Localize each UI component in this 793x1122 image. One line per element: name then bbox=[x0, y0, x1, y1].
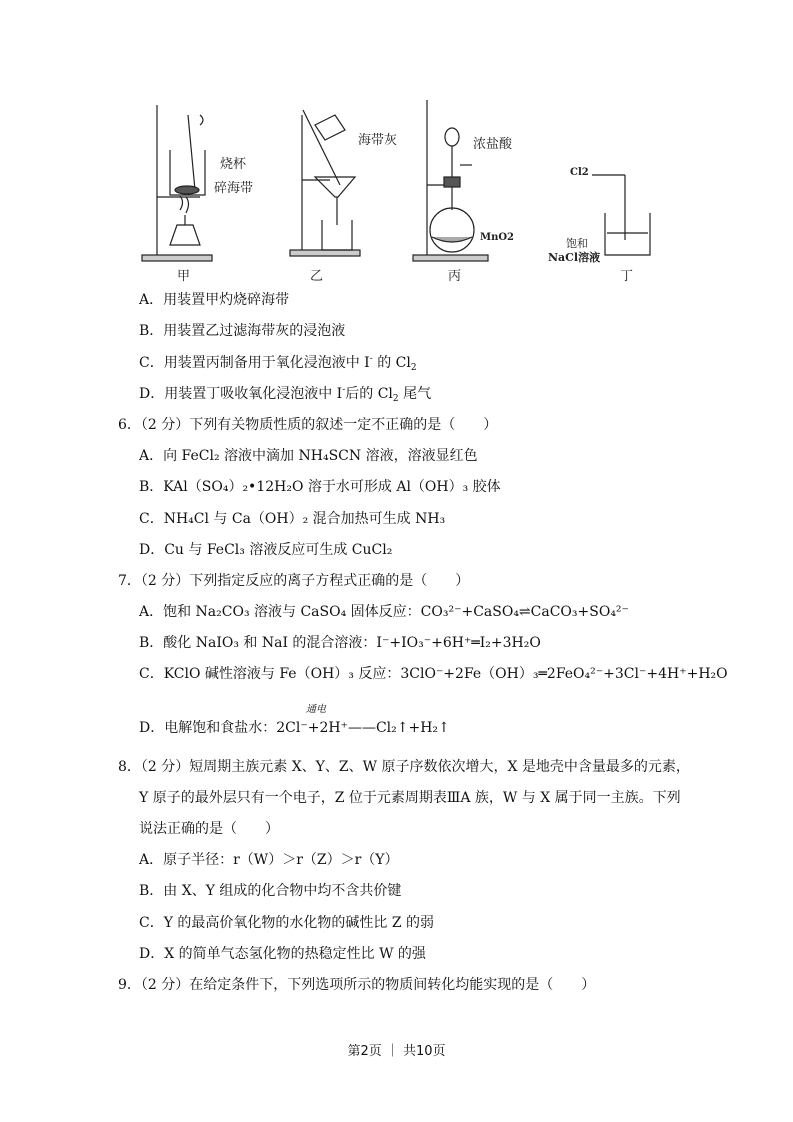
q6-option-d: D．Cu 与 FeCl₃ 溶液反应可生成 CuCl₂ bbox=[139, 542, 393, 558]
q5-option-c bbox=[139, 353, 417, 373]
q8-option-c: C．Y 的最高价氧化物的水化物的碱性比 Z 的弱 bbox=[139, 915, 435, 931]
q6-stem: 6．（2 分）下列有关物质性质的叙述一定不正确的是（ ） bbox=[118, 417, 498, 433]
q8-stem-line1: 8．（2 分）短周期主族元素 X、Y、Z、W 原子序数依次增大，X 是地壳中含量最多的元素， bbox=[118, 759, 690, 775]
q5-d-mid: 后的 Cl bbox=[345, 386, 393, 402]
q7-option-c: C．KClO 碱性溶液与 Fe（OH）₃ 反应：3ClO⁻+2Fe（OH）₃═2FeO₄²⁻+3Cl⁻+4H⁺+H₂O bbox=[139, 666, 728, 682]
q5-option-a: A．用装置甲灼烧碎海带 bbox=[139, 292, 290, 308]
q5-option-d bbox=[139, 384, 431, 404]
q6-option-b: B．KAl（SO₄）₂•12H₂O 溶于水可形成 Al（OH）₃ 胶体 bbox=[139, 479, 501, 495]
q7-stem: 7．（2 分）下列指定反应的离子方程式正确的是（ ） bbox=[118, 573, 470, 589]
label-nacl-solution: NaCl溶液 bbox=[548, 251, 601, 264]
q5-d-prefix: D．用装置丁吸收氧化浸泡液中 I bbox=[139, 386, 343, 402]
q5-c-sub: 2 bbox=[410, 363, 417, 373]
q5-c-prefix: C．用装置丙制备用于氧化浸泡液中 I bbox=[139, 355, 370, 371]
q6-option-c: C．NH₄Cl 与 Ca（OH）₂ 混合加热可生成 NH₃ bbox=[139, 511, 446, 527]
q8-option-b: B．由 X、Y 组成的化合物中均不含共价键 bbox=[139, 883, 402, 899]
q9-stem: 9．（2 分）在给定条件下，下列选项所示的物质间转化均能实现的是（ ） bbox=[118, 977, 596, 993]
q5-c-mid: 的 Cl bbox=[372, 355, 411, 371]
q5-c-sup: - bbox=[369, 354, 373, 364]
label-mno2: MnO2 bbox=[480, 232, 515, 243]
q7-d-condition: 通电 bbox=[306, 704, 326, 715]
q5-d-sub: 2 bbox=[392, 394, 399, 404]
q7-option-a: A．饱和 Na₂CO₃ 溶液与 CaSO₄ 固体反应：CO₃²⁻+CaSO₄⇌CaCO₃+SO₄²⁻ bbox=[139, 604, 629, 620]
label-cl2: Cl2 bbox=[570, 167, 589, 178]
apparatus-figure bbox=[130, 95, 670, 285]
caption-yi: 乙 bbox=[310, 269, 324, 284]
label-conc-hcl: 浓盐酸 bbox=[473, 137, 513, 152]
q8-option-d: D．X 的简单气态氢化物的热稳定性比 W 的强 bbox=[139, 946, 426, 962]
caption-ding: 丁 bbox=[620, 269, 634, 284]
label-seaweed-ash: 海带灰 bbox=[358, 133, 398, 148]
q5-d-sup: - bbox=[342, 385, 346, 395]
q8-stem-line3: 说法正确的是（ ） bbox=[139, 821, 279, 837]
label-saturated: 饱和 bbox=[566, 237, 588, 250]
q8-stem-line2: Y 原子的最外层只有一个电子，Z 位于元素周期表ⅢA 族，W 与 X 属于同一主族。下列 bbox=[139, 790, 681, 806]
q6-option-a: A．向 FeCl₂ 溶液中滴加 NH₄SCN 溶液，溶液显红色 bbox=[139, 448, 478, 464]
q7-option-d: D．电解饱和食盐水：2Cl⁻+2H⁺——Cl₂↑+H₂↑ bbox=[139, 720, 450, 736]
q7-option-b: B．酸化 NaIO₃ 和 NaI 的混合溶液：I⁻+IO₃⁻+6H⁺═I₂+3H₂O bbox=[139, 635, 541, 651]
q5-option-b: B．用装置乙过滤海带灰的浸泡液 bbox=[139, 323, 346, 339]
caption-bing: 丙 bbox=[448, 269, 462, 284]
q8-option-a: A．原子半径：r（W）＞r（Z）＞r（Y） bbox=[139, 852, 399, 868]
label-seaweed: 碎海带 bbox=[214, 181, 254, 196]
page-footer: 第2页 ｜ 共10页 bbox=[347, 1044, 446, 1059]
caption-jia: 甲 bbox=[177, 269, 191, 284]
label-beaker: 烧杯 bbox=[220, 157, 247, 172]
q5-d-suffix: 尾气 bbox=[398, 386, 432, 402]
